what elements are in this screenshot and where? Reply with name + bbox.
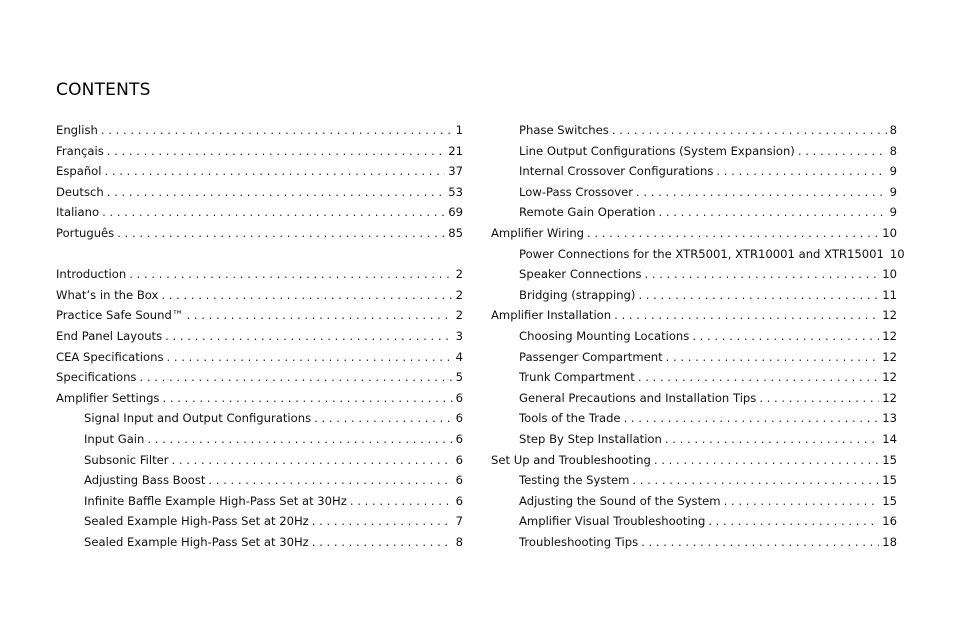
toc-entry-label: What’s in the Box xyxy=(56,287,159,302)
toc-page-number: 15 xyxy=(882,473,897,488)
toc-subentry xyxy=(491,429,897,450)
toc-page-number: 2 xyxy=(455,287,463,302)
toc-page-number: 14 xyxy=(882,431,897,446)
toc-dot-leader xyxy=(724,491,880,512)
toc-entry xyxy=(56,326,463,347)
toc-entry-label: Italiano xyxy=(56,205,100,220)
toc-subentry xyxy=(491,120,897,141)
page-title: CONTENTS xyxy=(56,80,151,100)
toc-entry-label: Português xyxy=(56,225,115,240)
toc-page-number: 3 xyxy=(455,328,463,343)
toc-dot-leader xyxy=(716,161,886,182)
toc-page-number: 15 xyxy=(882,452,897,467)
toc-subentry xyxy=(491,285,897,306)
toc-page-number: 6 xyxy=(455,411,463,426)
toc-dot-leader xyxy=(139,367,452,388)
toc-subentry xyxy=(491,347,897,368)
toc-entry-label: Line Output Configurations (System Expansion) xyxy=(519,143,795,158)
toc-entry-label: Amplifier Installation xyxy=(491,308,612,323)
toc-entry-label: Adjusting the Sound of the System xyxy=(519,493,721,508)
toc-page-number: 53 xyxy=(448,184,463,199)
toc-entry-label: Power Connections for the XTR5001, XTR10001 and XTR15001 xyxy=(519,246,884,261)
toc-dot-leader xyxy=(624,408,880,429)
toc-dot-leader xyxy=(587,223,879,244)
toc-dot-leader xyxy=(172,450,453,471)
toc-page-number: 9 xyxy=(889,184,897,199)
toc-entry xyxy=(491,450,897,471)
toc-page-number: 10 xyxy=(889,246,905,261)
toc-dot-leader xyxy=(654,450,879,471)
toc-subentry xyxy=(491,264,897,285)
toc-dot-leader xyxy=(208,470,452,491)
toc-entry-label: Signal Input and Output Configurations xyxy=(84,411,312,426)
toc-dot-leader xyxy=(312,532,453,553)
toc-dot-leader xyxy=(167,347,453,368)
toc-entry-label: General Precautions and Installation Tips xyxy=(519,390,757,405)
toc-dot-leader xyxy=(107,182,446,203)
toc-entry-label: Passenger Compartment xyxy=(519,349,663,364)
toc-dot-leader xyxy=(162,388,452,409)
toc-dot-leader xyxy=(102,202,445,223)
toc-entry-label: Speaker Connections xyxy=(519,267,642,282)
toc-page-number: 9 xyxy=(889,205,897,220)
toc-page-number: 7 xyxy=(455,514,463,529)
toc-dot-leader xyxy=(105,161,446,182)
toc-dot-leader xyxy=(636,182,887,203)
toc-subentry xyxy=(491,161,897,182)
toc-dot-leader xyxy=(314,408,452,429)
toc-entry xyxy=(56,264,463,285)
toc-dot-leader xyxy=(665,429,879,450)
toc-entry xyxy=(56,285,463,306)
toc-dot-leader xyxy=(312,511,453,532)
toc-entry-label: Bridging (strapping) xyxy=(519,287,636,302)
toc-right-column xyxy=(491,120,905,552)
toc-page-number: 69 xyxy=(448,205,463,220)
toc-entry-label: Subsonic Filter xyxy=(84,452,169,467)
toc-entry-label: CEA Specifications xyxy=(56,349,164,364)
toc-dot-leader xyxy=(186,305,452,326)
toc-subentry xyxy=(491,532,897,553)
toc-entry xyxy=(56,161,463,182)
toc-entry-label: Adjusting Bass Boost xyxy=(84,473,206,488)
toc-page-number: 8 xyxy=(889,143,897,158)
toc-entry xyxy=(56,347,463,368)
toc-subentry xyxy=(491,141,897,162)
toc-dot-leader xyxy=(666,347,880,368)
toc-page-number: 15 xyxy=(882,493,897,508)
toc-spacer xyxy=(56,244,463,265)
toc-dot-leader xyxy=(798,141,887,162)
toc-page-number: 12 xyxy=(882,328,897,343)
toc-page-number: 6 xyxy=(455,493,463,508)
toc-subentry xyxy=(56,408,463,429)
toc-dot-leader xyxy=(614,305,879,326)
toc-subentry xyxy=(491,408,897,429)
toc-page-number: 10 xyxy=(882,225,897,240)
toc-entry-label: Testing the System xyxy=(519,473,630,488)
toc-page-number: 85 xyxy=(448,225,463,240)
toc-subentry xyxy=(491,326,897,347)
toc-subentry xyxy=(491,202,897,223)
toc-page-number: 8 xyxy=(889,123,897,137)
toc-entry-label: Step By Step Installation xyxy=(519,431,662,446)
toc-left-column xyxy=(56,120,463,552)
toc-page-number: 18 xyxy=(882,534,897,549)
toc-entry-label: Choosing Mounting Locations xyxy=(519,328,690,343)
toc-entry-label: Sealed Example High-Pass Set at 20Hz xyxy=(84,514,309,529)
toc-page-number: 21 xyxy=(448,143,463,158)
toc-entry-label: Introduction xyxy=(56,267,127,282)
toc-entry-label: Tools of the Trade xyxy=(519,411,621,426)
toc-entry-label: Sealed Example High-Pass Set at 30Hz xyxy=(84,534,309,549)
toc-dot-leader xyxy=(641,532,879,553)
toc-subentry xyxy=(56,491,463,512)
toc-page-number: 6 xyxy=(455,473,463,488)
toc-entry xyxy=(56,223,463,244)
toc-entry-label: Amplifier Settings xyxy=(56,390,160,405)
toc-dot-leader xyxy=(117,223,445,244)
toc-page-number: 4 xyxy=(455,349,463,364)
toc-entry-label: Internal Crossover Configurations xyxy=(519,164,714,179)
toc-subentry xyxy=(56,450,463,471)
toc-subentry xyxy=(491,511,897,532)
toc-entry-label: Infinite Baffle Example High-Pass Set at 30Hz xyxy=(84,493,347,508)
toc-dot-leader xyxy=(350,491,453,512)
toc-entry-label: Set Up and Troubleshooting xyxy=(491,452,651,467)
toc-entry-label: Amplifier Visual Troubleshooting xyxy=(519,514,706,529)
toc-dot-leader xyxy=(759,388,879,409)
toc-dot-leader xyxy=(644,264,879,285)
toc-subentry xyxy=(491,182,897,203)
toc-entry-label: Français xyxy=(56,143,104,158)
toc-dot-leader xyxy=(107,141,445,162)
toc-dot-leader xyxy=(658,202,886,223)
toc-subentry xyxy=(56,511,463,532)
toc-dot-leader xyxy=(638,285,879,306)
toc-dot-leader xyxy=(147,429,452,450)
toc-dot-leader xyxy=(101,120,453,141)
toc-entry xyxy=(56,202,463,223)
toc-page-number: 12 xyxy=(882,370,897,385)
toc-entry xyxy=(56,388,463,409)
toc-subentry xyxy=(56,532,463,553)
toc-dot-leader xyxy=(692,326,879,347)
toc-page-number: 16 xyxy=(882,514,897,529)
toc-subentry xyxy=(491,244,905,265)
toc-entry-label: English xyxy=(56,123,98,137)
toc-entry-label: Español xyxy=(56,164,102,179)
toc-entry-label: Amplifier Wiring xyxy=(491,225,585,240)
toc-page-number: 5 xyxy=(455,370,463,385)
toc-page-number: 11 xyxy=(882,287,897,302)
toc-dot-leader xyxy=(161,285,452,306)
toc-dot-leader xyxy=(632,470,879,491)
toc-page-number: 12 xyxy=(882,349,897,364)
toc-entry xyxy=(491,305,897,326)
toc-dot-leader xyxy=(638,367,879,388)
toc-entry xyxy=(56,141,463,162)
toc-entry-label: Input Gain xyxy=(84,431,145,446)
toc-entry-label: Troubleshooting Tips xyxy=(519,534,639,549)
toc-entry xyxy=(56,367,463,388)
toc-page-number: 10 xyxy=(882,267,897,282)
toc-page-number: 6 xyxy=(455,390,463,405)
toc-page-number: 13 xyxy=(882,411,897,426)
toc-subentry xyxy=(56,470,463,491)
toc-entry-label: Trunk Compartment xyxy=(519,370,635,385)
toc-page-number: 2 xyxy=(455,267,463,282)
toc-entry xyxy=(491,223,897,244)
toc-entry xyxy=(56,182,463,203)
toc-dot-leader xyxy=(612,120,887,141)
toc-entry xyxy=(56,305,463,326)
toc-entry-label: Deutsch xyxy=(56,184,104,199)
toc-entry-label: Phase Switches xyxy=(519,123,609,137)
toc-subentry xyxy=(56,429,463,450)
toc-dot-leader xyxy=(165,326,452,347)
toc-subentry xyxy=(491,470,897,491)
toc-page-number: 37 xyxy=(448,164,463,179)
toc-entry-label: Low-Pass Crossover xyxy=(519,184,633,199)
toc-page-number: 12 xyxy=(882,308,897,323)
toc-page-number: 9 xyxy=(889,164,897,179)
toc-subentry xyxy=(491,367,897,388)
toc-page-number: 2 xyxy=(455,308,463,323)
toc-page-number: 6 xyxy=(455,452,463,467)
toc-entry-label: Specifications xyxy=(56,370,137,385)
toc-entry-label: Practice Safe Sound™ xyxy=(56,308,184,323)
toc-page-number: 6 xyxy=(455,431,463,446)
toc-entry xyxy=(56,120,463,141)
toc-dot-leader xyxy=(129,264,452,285)
toc-page-number: 8 xyxy=(455,534,463,549)
toc-page-number: 1 xyxy=(455,123,463,137)
toc-dot-leader xyxy=(708,511,879,532)
toc-subentry xyxy=(491,491,897,512)
toc-subentry xyxy=(491,388,897,409)
toc-entry-label: Remote Gain Operation xyxy=(519,205,656,220)
toc-page-number: 12 xyxy=(882,390,897,405)
toc-entry-label: End Panel Layouts xyxy=(56,328,163,343)
